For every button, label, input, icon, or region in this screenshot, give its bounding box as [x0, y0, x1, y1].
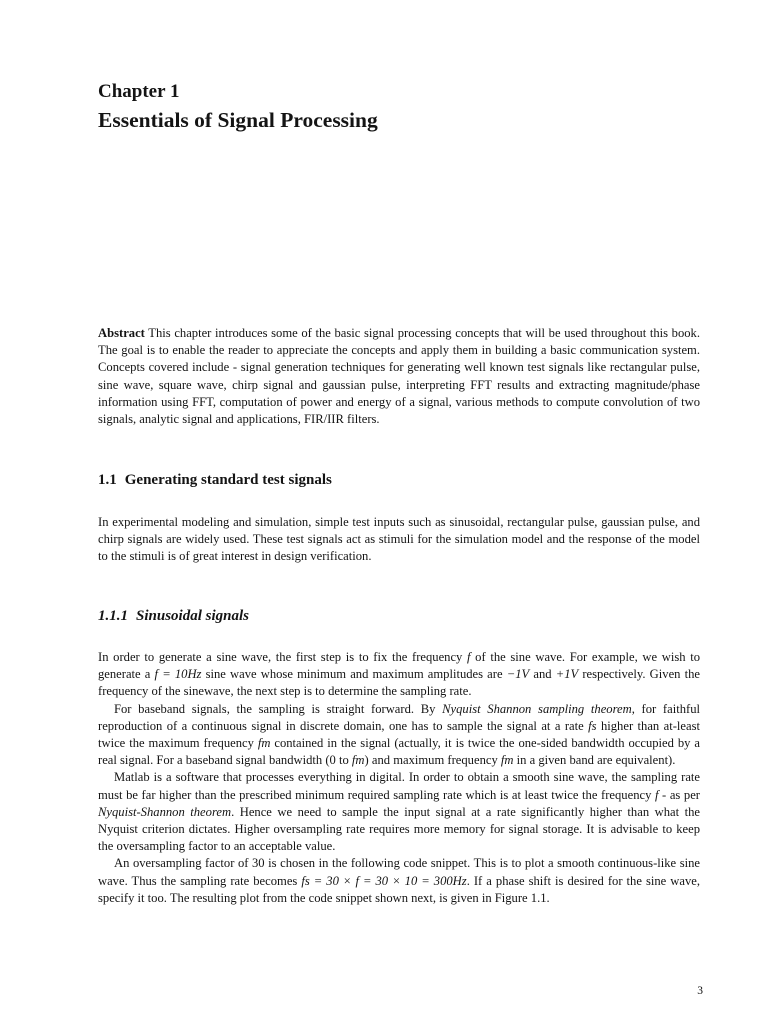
subsection-heading: [98, 606, 249, 626]
chapter-label: Chapter 1: [98, 81, 180, 102]
paragraph-1: In order to generate a sine wave, the first step is to fix the frequency f of the sine wave. For example, we wish to generate a f = 10Hz sine wave whose minimum and maximum amplitudes are −1V and +1V respectively. Given the frequency of the sinewave, the next step is to determine the sampling rate.: [98, 650, 700, 699]
paragraph-4: An oversampling factor of 30 is chosen in the following code snippet. This is to plot a smooth continuous-like sine wave. Thus the sampling rate becomes fs = 30 × f = 30 × 10 = 300Hz. If a phase shift is desired for the sine wave, specify it too. The resulting plot from the code snippet shown next, is given in Figure 1.1.: [98, 856, 700, 905]
abstract-text: This chapter introduces some of the basic signal processing concepts that will be used throughout this book. The goal is to enable the reader to appreciate the concepts and apply them in building a basic communication system. Concepts covered include - signal generation techniques for generating well known test signals like rectangular pulse, sine wave, square wave, chirp signal and gaussian pulse, interpreting FFT results and extracting magnitude/phase information using FFT, computation of power and energy of a signal, various methods to compute convolution of two signals, analytic signal and applications, FIR/IIR filters.: [98, 326, 701, 427]
body-text: [98, 649, 700, 907]
section-intro-paragraph: In experimental modeling and simulation, simple test inputs such as sinusoidal, rectangular pulse, gaussian pulse, and chirp signals are widely used. These test signals act as stimuli for the simulation model and the response of the model to the stimuli is of great interest in design verification.: [98, 515, 700, 564]
paragraph-2: For baseband signals, the sampling is straight forward. By Nyquist Shannon sampling theorem, for faithful reproduction of a continuous signal in discrete domain, one has to sample the signal at a rate fs higher than at-least twice the maximum frequency fm contained in the signal (actually, it is twice the one-sided bandwidth occupied by a real signal. For a baseband signal bandwidth (0 to fm) and maximum frequency fm in a given band are equivalent).: [98, 701, 701, 768]
section-title: Generating standard test signals: [124, 472, 332, 488]
paragraph-3: Matlab is a software that processes everything in digital. In order to obtain a smooth sine wave, the sampling rate must be far higher than the prescribed minimum required sampling rate which is at least twice the frequency f - as per Nyquist-Shannon theorem. Hence we need to sample the input signal at a rate significantly higher than what the Nyquist criterion dictates. Higher oversampling rate requires more memory for signal storage. It is advisable to keep the oversampling factor to an acceptable value.: [98, 770, 700, 854]
abstract: [98, 325, 700, 428]
subsection-title: Sinusoidal signals: [136, 608, 249, 624]
chapter-title: Essentials of Signal Processing: [98, 108, 378, 132]
subsection-number: 1.1.1: [98, 608, 128, 624]
abstract-heading: Abstract: [98, 326, 145, 340]
page-number: 3: [697, 985, 703, 997]
section-heading: [98, 470, 332, 490]
section-number: 1.1: [98, 472, 117, 488]
